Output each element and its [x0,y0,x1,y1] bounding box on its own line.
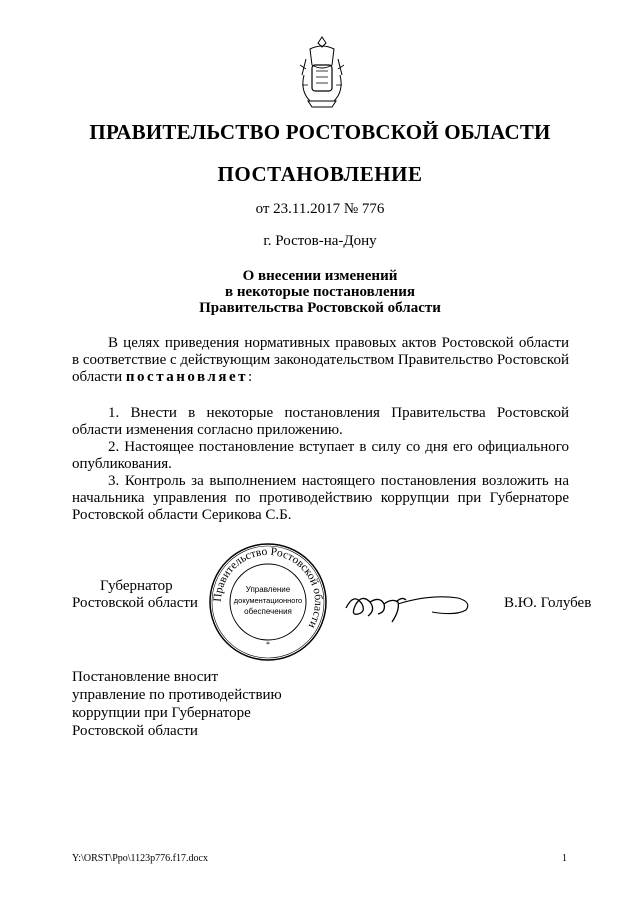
signatory-title-line: Губернатор [100,578,173,594]
decree-item: 1. Внести в некоторые постановления Правительства Ростовской области изменения согласно приложению. [72,405,569,438]
document-type: ПОСТАНОВЛЕНИЕ [217,162,423,186]
signatory-title-line: Ростовской области [72,595,198,611]
page-number: 1 [562,853,567,864]
decree-word: постановляет [125,369,248,385]
subject-line: в некоторые постановления [224,284,416,300]
seal-center-line: обеспечения [244,607,292,616]
coat-of-arms-icon [296,35,348,111]
city: г. Ростов-на-Дону [263,233,377,249]
introduced-by [72,668,372,740]
subject [0,268,640,316]
seal-center-line: Управление [245,585,291,594]
decree-item: 2. Настоящее постановление вступает в силу со дня его официального опубликования. [72,439,569,472]
government-title: ПРАВИТЕЛЬСТВО РОСТОВСКОЙ ОБЛАСТИ [89,120,551,144]
signatory-name: В.Ю. Голубев [504,595,592,611]
preamble-paragraph [72,335,569,386]
official-seal [206,540,330,664]
introduced-by-line: Постановление вносит [72,669,219,685]
signatory-title [72,578,202,612]
seal-center-line: документационного [233,596,303,605]
seal-ring-text: Правительство Ростовской области [211,545,325,631]
subject-line: О внесении изменений [242,268,398,284]
file-path: Y:\ORST\Ppo\1123p776.f17.docx [72,853,208,864]
preamble-text: В целях приведения нормативных правовых актов Ростовской области в соответствие с действующим законодательством Правительство Ростовской области [72,335,569,385]
decree-colon: : [248,369,253,385]
handwritten-signature [340,582,490,630]
date-number: от 23.11.2017 № 776 [255,201,385,217]
subject-line: Правительства Ростовской области [199,300,441,316]
svg-text:*: * [266,640,270,649]
introduced-by-line: коррупции при Губернаторе [72,705,251,721]
decree-item: 3. Контроль за выполнением настоящего постановления возложить на начальника управления по противодействию коррупции при Губернаторе Ростовской области Серикова С.Б. [72,473,569,523]
introduced-by-line: Ростовской области [72,723,198,739]
introduced-by-line: управление по противодействию [72,687,282,703]
